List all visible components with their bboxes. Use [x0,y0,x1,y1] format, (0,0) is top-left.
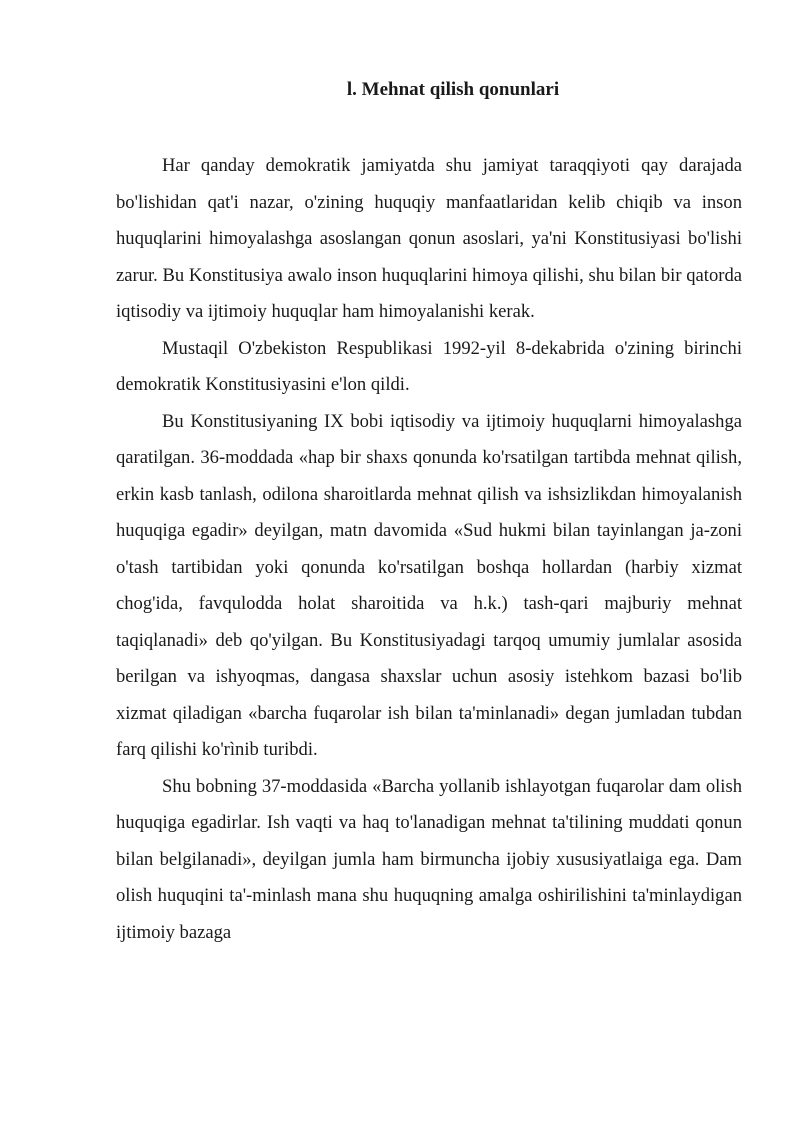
paragraph-3: Bu Konstitusiyaning IX bobi iqtisodiy va ijtimoiy huquqlarni himoyalashga qaratilgan. 36-moddada «hap bir shaxs qonunda ko'rsatilgan tartibda mehnat qilish, erkin kasb tanlash, odilona sharoitlarda mehnat qilish va ishsizlikdan himoyalanish huquqiga egadir» deyilgan, matn davomida «Sud hukmi bilan tayinlangan ja-zoni o'tash tartibidan yoki qonunda ko'rsatilgan boshqa hollardan (harbiy xizmat chog'ida, favqulodda holat sharoitida va h.k.) tash-qari majburiy mehnat taqiqlanadi» deb qo'yilgan. Bu Konstitusiyadagi tarqoq umumiy jumlalar asosida berilgan va ishyoqmas, dangasa shaxslar uchun asosiy istehkom bazasi bo'lib xizmat qiladigan «barcha fuqarolar ish bilan ta'minlanadi» degan jumladan tubdan farq qilishi ko'rìnib turibdi. [116,410,742,760]
body-text [116,148,742,951]
section-title: l. Mehnat qilish qonunlari [346,79,560,100]
paragraph-4: Shu bobning 37-moddasida «Barcha yollanib ishlayotgan fuqarolar dam olish huquqiga egadirlar. Ish vaqti va haq to'lanadigan mehnat ta'tilining muddati qonun bilan belgilanadi», deyilgan jumla ham birmuncha ijobiy xususiyatlaiga ega. Dam olish huquqini ta'-minlash mana shu huquqning amalga oshirilishini ta'minlaydigan ijtimoiy bazaga [116,775,742,943]
paragraph-2: Mustaqil O'zbekiston Respublikasi 1992-yil 8-dekabrida o'zining birinchi demokratik Konstitusiyasini e'lon qildi. [116,337,742,395]
paragraph-1: Har qanday demokratik jamiyatda shu jamiyat taraqqiyoti qay darajada bo'lishidan qat'i nazar, o'zining huquqiy manfaatlaridan kelib chiqib va inson huquqlarini himoyalashga asoslangan qonun asoslari, ya'ni Konstitusiyasi bo'lishi zarur. Bu Konstitusiya awalo inson huquqlarini himoya qilishi, shu bilan bir qatorda iqtisodiy va ijtimoiy huquqlar ham himoyalanishi kerak. [116,155,742,322]
